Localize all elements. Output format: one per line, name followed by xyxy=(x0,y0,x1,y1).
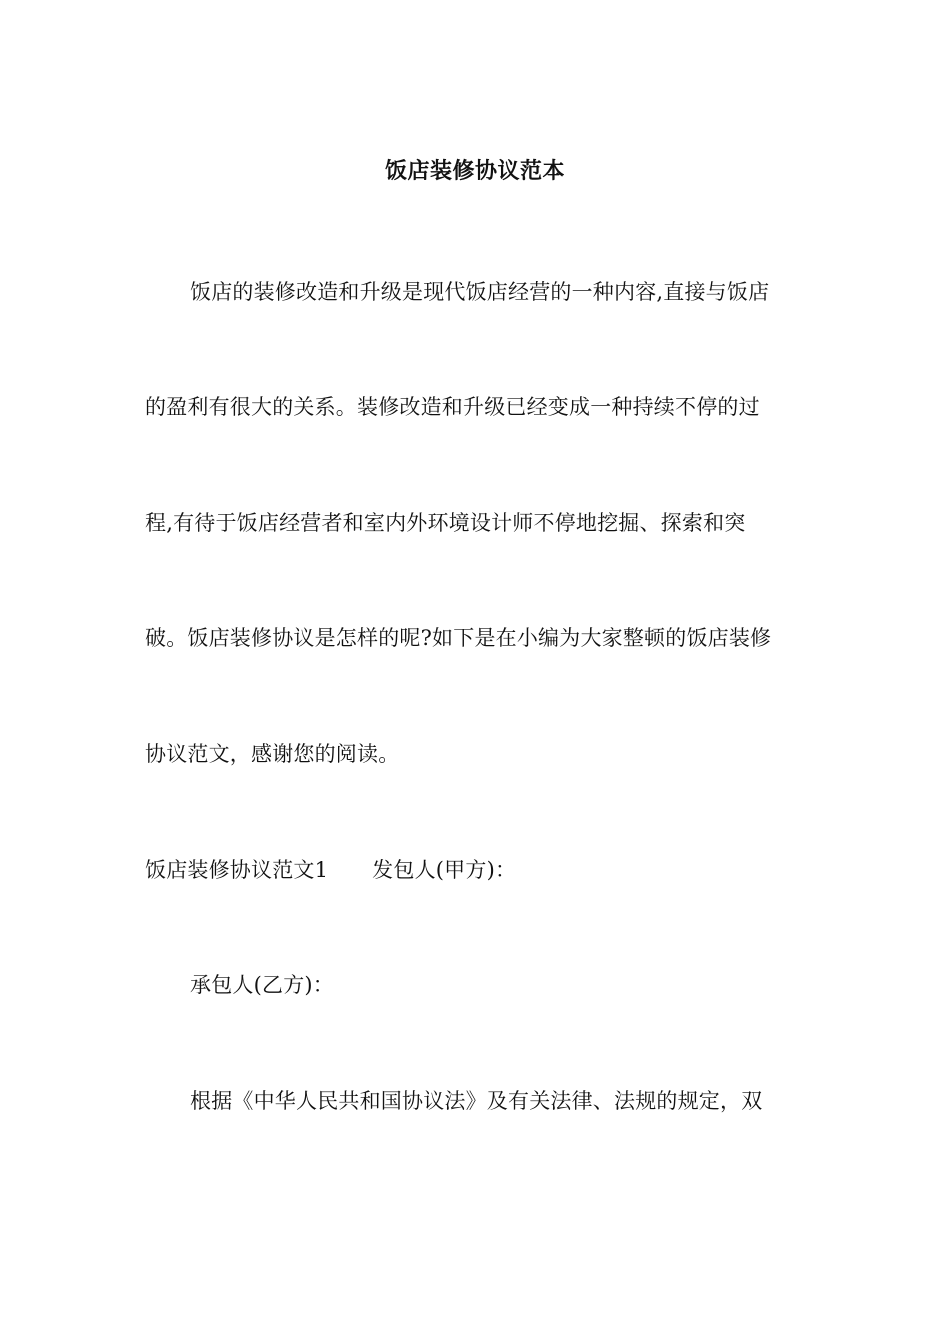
section-heading: 饭店装修协议范文1 xyxy=(145,858,329,882)
intro-line-5: 协议范文，感谢您的阅读。 xyxy=(145,742,400,766)
party-b-label: 承包人(乙方)： xyxy=(190,973,334,997)
clause-line: 根据《中华人民共和国协议法》及有关法律、法规的规定，双 xyxy=(190,1089,763,1113)
document-title: 饭店装修协议范本 xyxy=(384,159,565,184)
intro-line-2: 的盈利有很大的关系。装修改造和升级已经变成一种持续不停的过 xyxy=(145,395,760,419)
party-a-label: 发包人(甲方)： xyxy=(372,858,517,882)
intro-line-3: 程,有待于饭店经营者和室内外环境设计师不停地挖掘、探索和突 xyxy=(145,511,746,535)
section-heading-line xyxy=(145,855,516,885)
intro-line-4: 破。饭店装修协议是怎样的呢?如下是在小编为大家整顿的饭店装修 xyxy=(145,626,772,650)
intro-line-1: 饭店的装修改造和升级是现代饭店经营的一种内容,直接与饭店 xyxy=(190,280,770,304)
